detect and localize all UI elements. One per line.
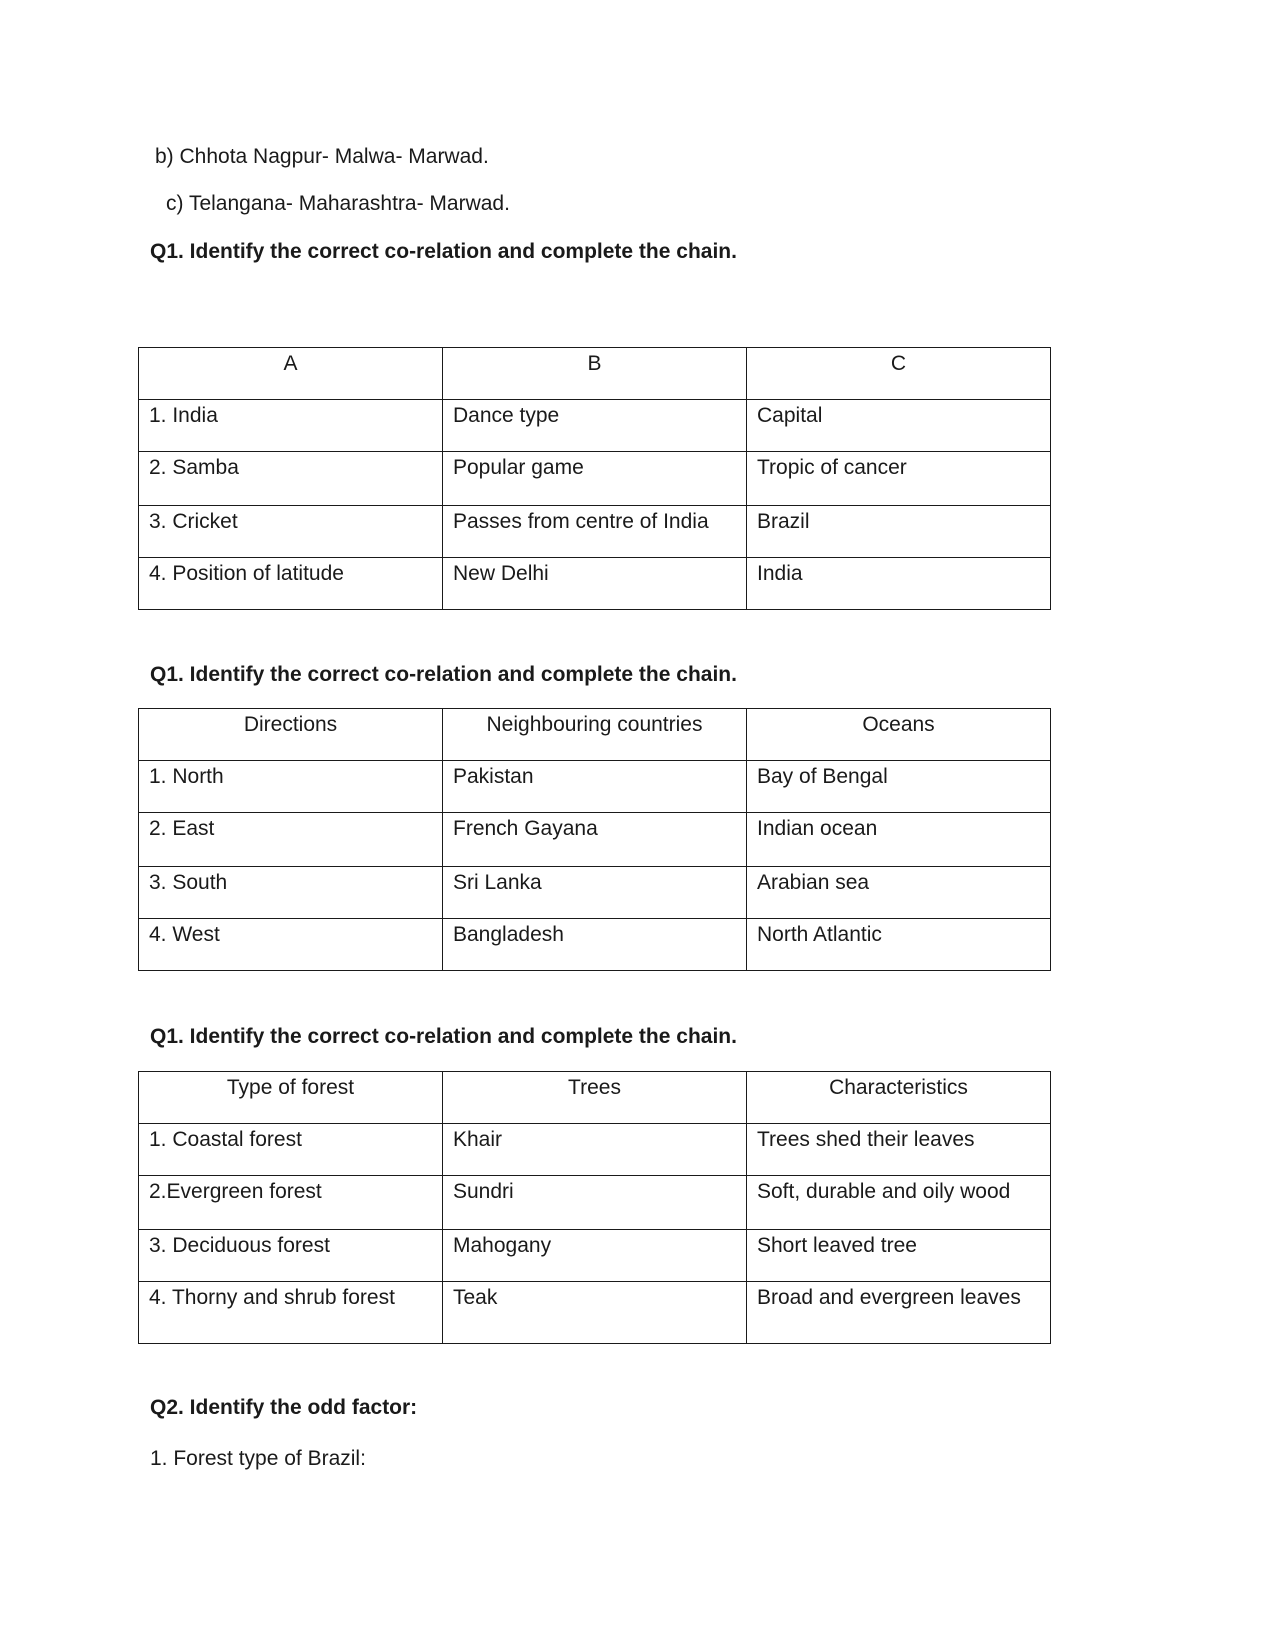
table-row <box>139 506 1051 558</box>
table-header-row <box>139 1072 1051 1124</box>
table-row <box>139 1176 1051 1230</box>
column-header: Neighbouring countries <box>443 709 747 761</box>
table-cell: 4. Thorny and shrub forest <box>139 1282 443 1344</box>
table-row <box>139 400 1051 452</box>
table-cell: Dance type <box>443 400 747 452</box>
table-cell: Indian ocean <box>747 813 1051 867</box>
table-row <box>139 558 1051 610</box>
q2-item: 1. Forest type of Brazil: <box>150 1447 366 1470</box>
table-cell: French Gayana <box>443 813 747 867</box>
table-cell: Teak <box>443 1282 747 1344</box>
table-row <box>139 867 1051 919</box>
table-row <box>139 1282 1051 1344</box>
table-header-row <box>139 348 1051 400</box>
table-cell: 2. East <box>139 813 443 867</box>
table-cell: 3. Cricket <box>139 506 443 558</box>
table-cell: New Delhi <box>443 558 747 610</box>
table-cell: Capital <box>747 400 1051 452</box>
table-cell: 2. Samba <box>139 452 443 506</box>
column-header: Directions <box>139 709 443 761</box>
table-cell: Sundri <box>443 1176 747 1230</box>
q2-heading: Q2. Identify the odd factor: <box>150 1396 418 1419</box>
table-row <box>139 1124 1051 1176</box>
table-cell: Tropic of cancer <box>747 452 1051 506</box>
intro-line-c: c) Telangana- Maharashtra- Marwad. <box>166 192 510 215</box>
table-cell: Passes from centre of India <box>443 506 747 558</box>
section-1-table <box>138 347 1051 610</box>
table-cell: Short leaved tree <box>747 1230 1051 1282</box>
table-cell: Broad and evergreen leaves <box>747 1282 1051 1344</box>
table-cell: Khair <box>443 1124 747 1176</box>
section-2-heading: Q1. Identify the correct co-relation and complete the chain. <box>150 663 737 686</box>
table-cell: Bay of Bengal <box>747 761 1051 813</box>
table-cell: Sri Lanka <box>443 867 747 919</box>
table-cell: 4. West <box>139 919 443 971</box>
column-header: Characteristics <box>747 1072 1051 1124</box>
table-row <box>139 813 1051 867</box>
table-cell: Mahogany <box>443 1230 747 1282</box>
column-header: Type of forest <box>139 1072 443 1124</box>
section-1-heading: Q1. Identify the correct co-relation and complete the chain. <box>150 240 737 263</box>
table-cell: Arabian sea <box>747 867 1051 919</box>
table-row <box>139 1230 1051 1282</box>
intro-line-b: b) Chhota Nagpur- Malwa- Marwad. <box>155 145 489 168</box>
table-cell: Trees shed their leaves <box>747 1124 1051 1176</box>
column-header: Trees <box>443 1072 747 1124</box>
table-cell: 1. Coastal forest <box>139 1124 443 1176</box>
table-row <box>139 761 1051 813</box>
column-header: Oceans <box>747 709 1051 761</box>
table-cell: Popular game <box>443 452 747 506</box>
table-cell: Pakistan <box>443 761 747 813</box>
table-row <box>139 919 1051 971</box>
table-cell: 3. South <box>139 867 443 919</box>
table-row <box>139 452 1051 506</box>
table-cell: 1. North <box>139 761 443 813</box>
column-header: A <box>139 348 443 400</box>
section-3-table <box>138 1071 1051 1344</box>
table-cell: 3. Deciduous forest <box>139 1230 443 1282</box>
table-cell: 1. India <box>139 400 443 452</box>
table-cell: 2.Evergreen forest <box>139 1176 443 1230</box>
column-header: B <box>443 348 747 400</box>
table-cell: Soft, durable and oily wood <box>747 1176 1051 1230</box>
section-2-table <box>138 708 1051 971</box>
table-cell: 4. Position of latitude <box>139 558 443 610</box>
table-cell: North Atlantic <box>747 919 1051 971</box>
table-cell: Bangladesh <box>443 919 747 971</box>
section-3-heading: Q1. Identify the correct co-relation and complete the chain. <box>150 1025 737 1048</box>
table-cell: India <box>747 558 1051 610</box>
column-header: C <box>747 348 1051 400</box>
table-cell: Brazil <box>747 506 1051 558</box>
table-header-row <box>139 709 1051 761</box>
